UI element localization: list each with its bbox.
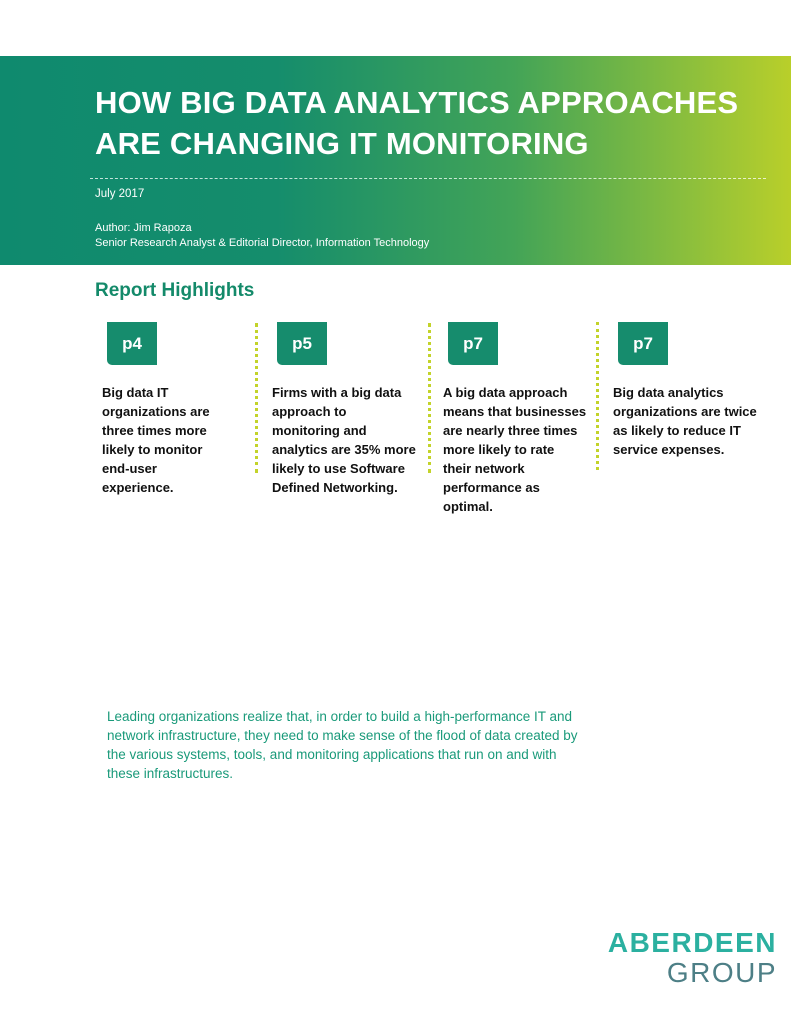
- author-name: Author: Jim Rapoza: [95, 222, 192, 234]
- highlights-heading: Report Highlights: [95, 280, 255, 301]
- author-block: [95, 221, 429, 251]
- dotted-separator: [596, 322, 599, 470]
- report-title-line: HOW BIG DATA ANALYTICS APPROACHES: [95, 85, 739, 120]
- page-badge: p4: [107, 322, 157, 365]
- highlight-line: end-user: [102, 461, 157, 476]
- page-badge: p5: [277, 322, 327, 365]
- pull-quote: [107, 707, 627, 783]
- highlight-line: performance as: [443, 480, 540, 495]
- report-title-line: ARE CHANGING IT MONITORING: [95, 126, 589, 161]
- report-title: [95, 82, 755, 164]
- report-date: July 2017: [95, 188, 145, 200]
- dotted-separator: [255, 323, 258, 473]
- aberdeen-logo: [608, 928, 777, 988]
- highlight-line: Big data IT: [102, 385, 169, 400]
- quote-line: these infrastructures.: [107, 766, 234, 781]
- logo-wordmark-top: ABERDEEN: [607, 927, 777, 958]
- highlight-line: their network: [443, 461, 525, 476]
- highlight-line: Big data analytics: [613, 385, 724, 400]
- highlight-line: organizations are twice: [613, 404, 757, 419]
- highlight-line: three times more: [102, 423, 207, 438]
- highlight-text: [272, 383, 424, 497]
- author-role: Senior Research Analyst & Editorial Director, Information Technology: [95, 237, 430, 249]
- page-badge: p7: [618, 322, 668, 365]
- highlight-line: experience.: [102, 480, 174, 495]
- highlight-line: monitoring and: [272, 423, 367, 438]
- highlight-text: [613, 383, 773, 459]
- highlight-line: approach to: [272, 404, 347, 419]
- highlight-line: Defined Networking.: [272, 480, 398, 495]
- highlight-line: means that businesses: [443, 404, 587, 419]
- title-divider: [90, 178, 766, 179]
- page-badge: p7: [448, 322, 498, 365]
- highlight-line: analytics are 35% more: [272, 442, 416, 457]
- highlight-line: as likely to reduce IT: [613, 423, 741, 438]
- highlight-line: optimal.: [443, 499, 493, 514]
- dotted-separator: [428, 323, 431, 473]
- quote-line: Leading organizations realize that, in order to build a high-performance IT and: [107, 709, 573, 724]
- logo-wordmark-bottom: GROUP: [666, 957, 777, 988]
- highlight-line: organizations are: [102, 404, 210, 419]
- highlight-line: A big data approach: [443, 385, 568, 400]
- header-banner: [0, 56, 791, 265]
- highlight-line: likely to use Software: [272, 461, 405, 476]
- highlight-line: Firms with a big data: [272, 385, 402, 400]
- highlight-line: likely to monitor: [102, 442, 203, 457]
- quote-line: the various systems, tools, and monitoring applications that run on and with: [107, 747, 557, 762]
- highlight-line: more likely to rate: [443, 442, 555, 457]
- highlight-text: [102, 383, 254, 497]
- highlight-text: [443, 383, 595, 516]
- highlight-line: are nearly three times: [443, 423, 578, 438]
- quote-line: network infrastructure, they need to make sense of the flood of data created by: [107, 728, 578, 743]
- highlight-line: service expenses.: [613, 442, 725, 457]
